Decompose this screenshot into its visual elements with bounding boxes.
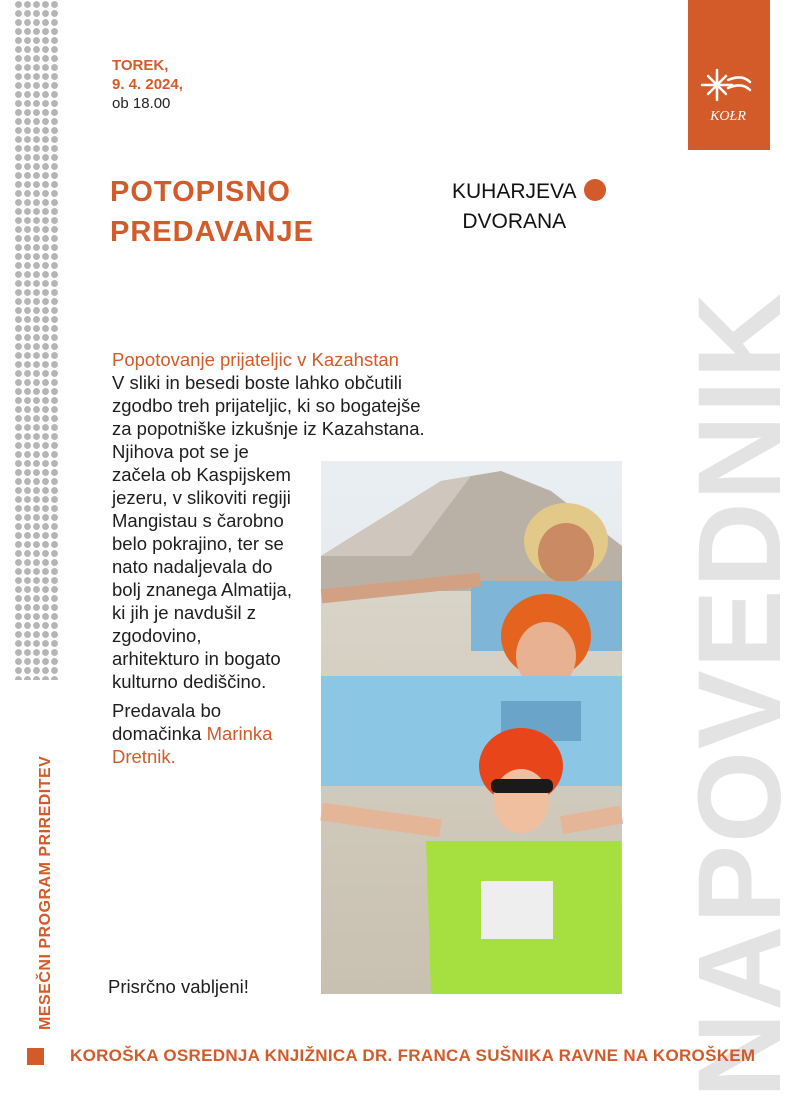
description-line: nato nadaljevala do <box>112 556 273 577</box>
description-wide-lines <box>112 371 452 440</box>
description-line: zgodovino, <box>112 625 202 646</box>
title-line-1: POTOPISNO <box>110 176 291 208</box>
description-line: Mangistau s čarobno <box>112 510 284 531</box>
speaker-line-1: Predavala bo <box>112 700 222 721</box>
travel-photo <box>321 461 622 994</box>
description-line: za popotniške izkušnje iz Kazahstana. <box>112 418 425 439</box>
event-time: ob 18.00 <box>112 95 171 112</box>
dotted-pattern <box>14 0 58 680</box>
speaker-name-first: Marinka <box>206 723 273 744</box>
speaker-prefix: domačinka <box>112 723 207 744</box>
monthly-program-label: MESEČNI PROGRAM PRIREDITEV <box>37 755 54 1030</box>
library-logo <box>698 66 758 126</box>
description-line: ki jih je navdušil z <box>112 602 256 623</box>
description-line: jezeru, v slikoviti regiji <box>112 487 291 508</box>
description-line: bolj znanega Almatija, <box>112 579 292 600</box>
description-line: zgodbo treh prijateljic, ki so bogatejše <box>112 395 421 416</box>
watermark-napovednik: NAPOVEDNIK <box>674 291 806 1098</box>
description-line: V sliki in besedi boste lahko občutili <box>112 372 402 393</box>
description-line: arhitekturo in bogato <box>112 648 281 669</box>
venue-line-2: DVORANA <box>462 210 567 233</box>
speaker-name-last: Dretnik. <box>112 746 176 767</box>
description-short-lines <box>112 440 322 693</box>
description-line: Njihova pot se je <box>112 441 249 462</box>
event-date <box>112 56 183 113</box>
venue-line-1: KUHARJEVA <box>452 180 577 203</box>
orange-dot-icon <box>584 179 606 201</box>
description-line: kulturno dediščino. <box>112 671 267 692</box>
square-bullet-icon <box>27 1048 44 1065</box>
description-line: začela ob Kaspijskem <box>112 464 291 485</box>
description-line: belo pokrajino, ter se <box>112 533 284 554</box>
welcome-text: Prisrčno vabljeni! <box>108 976 249 997</box>
footer-library-name: KOROŠKA OSREDNJA KNJIŽNICA DR. FRANCA SUŠNIKA RAVNE NA KOROŠKEM <box>70 1046 756 1065</box>
description-subtitle: Popotovanje prijateljic v Kazahstan <box>112 349 399 370</box>
event-day: TOREK, <box>112 57 169 74</box>
event-venue <box>452 177 606 237</box>
speaker-info <box>112 699 322 768</box>
title-line-2: PREDAVANJE <box>110 216 314 248</box>
event-title <box>110 172 314 252</box>
svg-text:KOŁR: KOŁR <box>710 109 746 124</box>
event-date-value: 9. 4. 2024, <box>112 76 183 93</box>
